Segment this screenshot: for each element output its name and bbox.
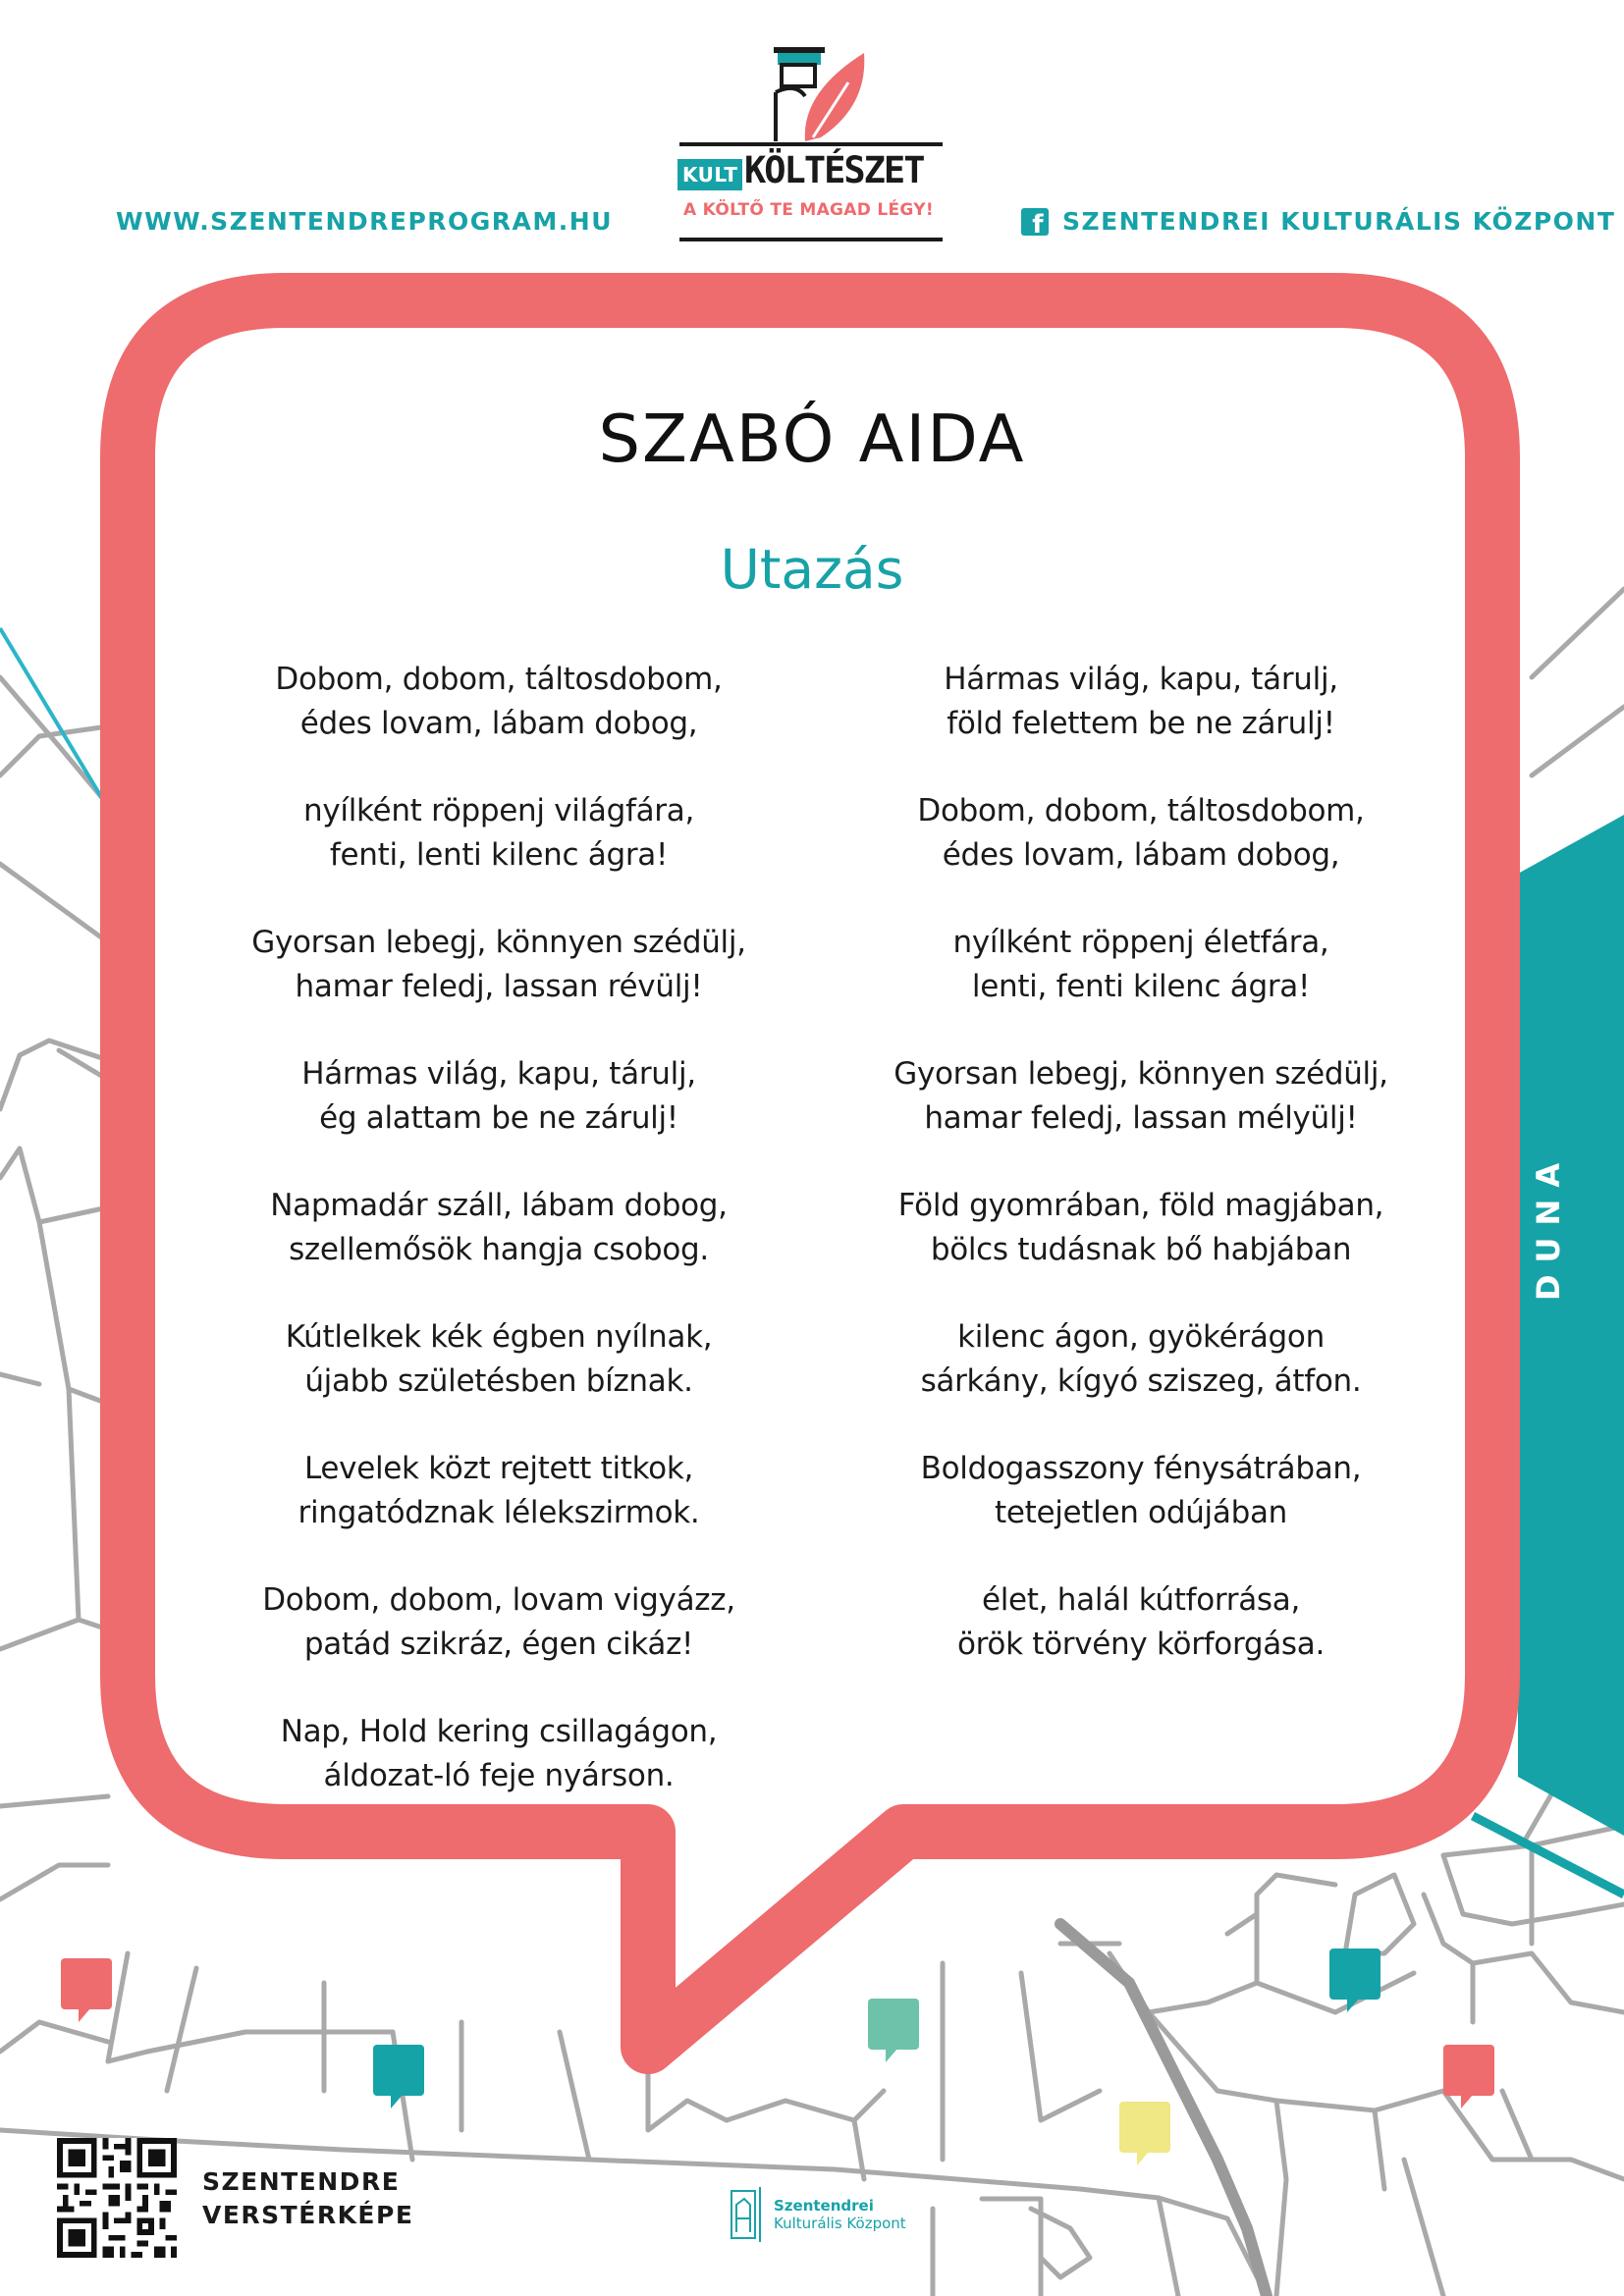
poem-line: Dobom, dobom, lovam vigyázz,: [262, 1582, 735, 1618]
poem-left-column: [204, 658, 793, 1842]
center-logo-building-icon: [729, 2185, 764, 2244]
footer-label: [202, 2165, 413, 2232]
logo-tagline: A KÖLTŐ TE MAGAD LÉGY!: [683, 200, 934, 220]
poem-line: hamar feledj, lassan mélyülj!: [924, 1100, 1358, 1136]
poem-line: édes lovam, lábam dobog,: [299, 706, 698, 741]
poem-line: Kútlelkek kék égben nyílnak,: [285, 1319, 713, 1355]
stanza: [846, 789, 1435, 878]
stanza: [846, 1315, 1435, 1404]
stanza: [204, 1578, 793, 1667]
stanza: [204, 1315, 793, 1404]
poem-line: élet, halál kútforrása,: [981, 1582, 1301, 1618]
footer-label-line2: VERSTÉRKÉPE: [202, 2201, 414, 2229]
stanza: [846, 1052, 1435, 1141]
facebook-label: SZENTENDREI KULTURÁLIS KÖZPONT: [1062, 207, 1616, 236]
stanza: [204, 1184, 793, 1272]
poem-line: nyílként röppenj életfára,: [952, 925, 1329, 960]
poem-line: újabb születésben bíznak.: [304, 1363, 693, 1399]
poem-line: Föld gyomrában, föld magjában,: [897, 1188, 1384, 1223]
poem-line: bölcs tudásnak bő habjában: [930, 1232, 1352, 1267]
poem-line: sárkány, kígyó sziszeg, átfon.: [920, 1363, 1362, 1399]
poem-line: Napmadár száll, lábam dobog,: [270, 1188, 728, 1223]
stanza: [204, 1447, 793, 1535]
river-label: [1530, 1242, 1624, 1301]
facebook-icon: [1021, 208, 1049, 236]
stanza: [846, 658, 1435, 746]
poem-line: föld felettem be ne zárulj!: [947, 706, 1335, 741]
poem-line: ég alattam be ne zárulj!: [319, 1100, 678, 1136]
stanza: [846, 921, 1435, 1009]
poem-line: örök törvény körforgása.: [956, 1627, 1326, 1662]
logo-badge: KULT: [677, 159, 742, 190]
logo-rule-bottom: [679, 238, 943, 241]
poem-title: Utazás: [720, 538, 904, 601]
footer-label-line1: SZENTENDRE: [202, 2167, 401, 2196]
logo-rule-top: [679, 142, 943, 146]
poem-line: nyílként röppenj világfára,: [302, 793, 695, 828]
poem-line: Hármas világ, kapu, tárulj,: [301, 1056, 696, 1092]
poem-line: Dobom, dobom, táltosdobom,: [917, 793, 1365, 828]
stanza: [204, 1052, 793, 1141]
stanza: [846, 1447, 1435, 1535]
facebook-link[interactable]: [1021, 207, 1615, 236]
poem-line: kilenc ágon, gyökérágon: [957, 1319, 1325, 1355]
stanza: [846, 1184, 1435, 1272]
poem-line: Nap, Hold kering csillagágon,: [280, 1714, 718, 1749]
poem-line: patád szikráz, égen cikáz!: [303, 1627, 694, 1662]
logo-word: KÖLTÉSZET: [744, 149, 924, 191]
stanza: [204, 658, 793, 746]
poem-line: hamar feledj, lassan révülj!: [295, 969, 703, 1004]
poem-line: fenti, lenti kilenc ágra!: [329, 837, 669, 873]
poem-right-column: [846, 658, 1435, 1710]
stanza: [204, 789, 793, 878]
poem-author: SZABÓ AIDA: [598, 400, 1026, 477]
poem-line: szellemősök hangja csobog.: [289, 1232, 709, 1267]
qr-code[interactable]: [57, 2138, 177, 2258]
poem-line: édes lovam, lábam dobog,: [942, 837, 1340, 873]
center-logo-line1: Szentendrei: [774, 2197, 874, 2215]
poem-line: Dobom, dobom, táltosdobom,: [275, 662, 723, 697]
poem-line: Gyorsan lebegj, könnyen szédülj,: [251, 925, 746, 960]
poem-line: áldozat-ló feje nyárson.: [323, 1758, 675, 1793]
stanza: [204, 1710, 793, 1798]
poem-line: Boldogasszony fénysátrában,: [920, 1451, 1362, 1486]
center-logo-text: [774, 2197, 906, 2232]
poem-line: ringatódznak lélekszirmok.: [298, 1495, 700, 1530]
center-logo-line2: Kulturális Központ: [774, 2215, 906, 2232]
stanza: [846, 1578, 1435, 1667]
poem-line: Hármas világ, kapu, tárulj,: [944, 662, 1338, 697]
website-link[interactable]: WWW.SZENTENDREPROGRAM.HU: [116, 207, 613, 236]
poem-line: Levelek közt rejtett titkok,: [303, 1451, 694, 1486]
kult-kolteszet-logo: [677, 43, 947, 249]
stanza: [204, 921, 793, 1009]
poem-line: lenti, fenti kilenc ágra!: [971, 969, 1311, 1004]
poem-line: Gyorsan lebegj, könnyen szédülj,: [893, 1056, 1388, 1092]
logo-pen-leaf-icon: [766, 43, 874, 145]
szentendrei-kulturalis-kozpont-logo: [729, 2185, 906, 2244]
poem-line: tetejetlen odújában: [994, 1495, 1287, 1530]
